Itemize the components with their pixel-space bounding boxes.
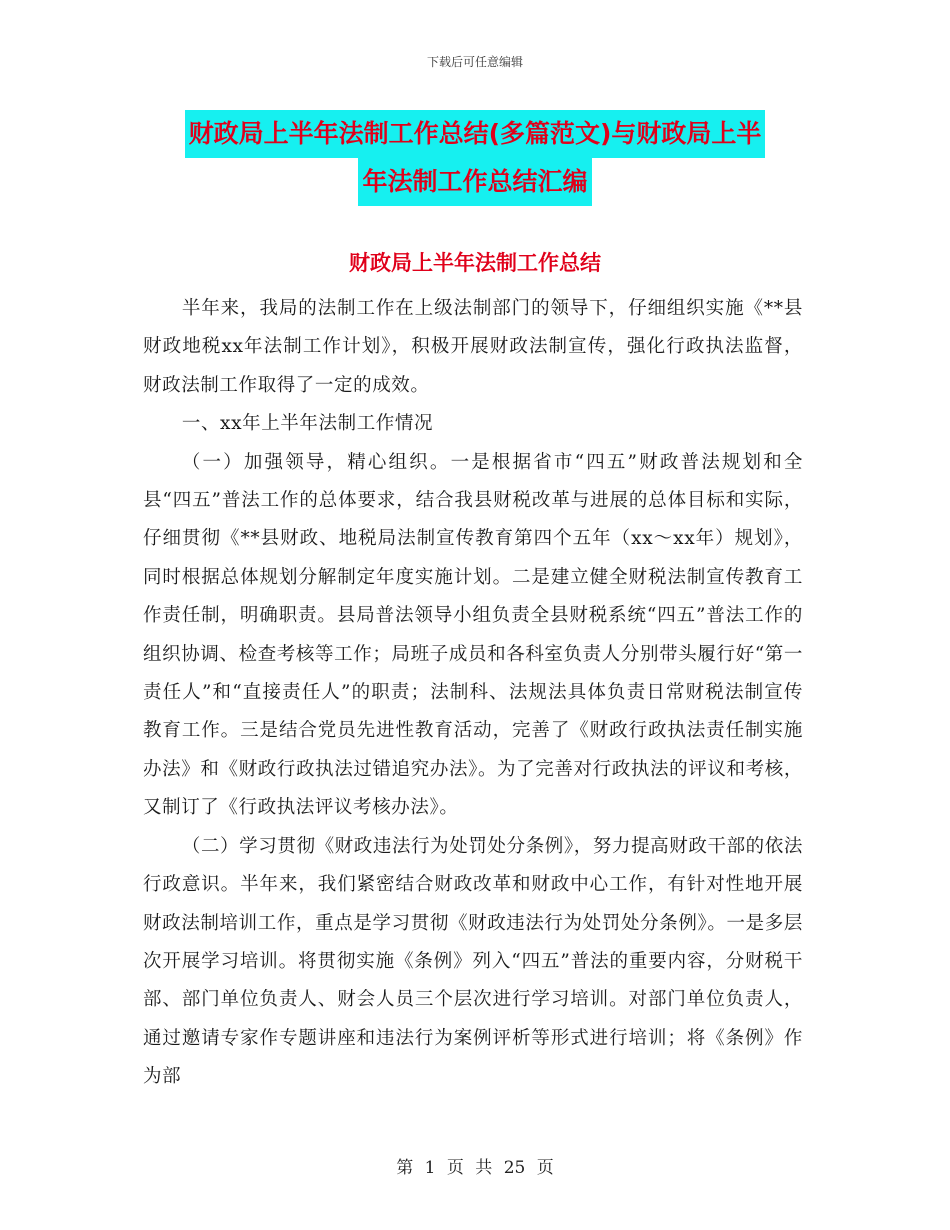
document-title-line-2: 年法制工作总结汇编 — [358, 158, 591, 206]
paragraph-item-2: （二）学习贯彻《财政违法行为处罚处分条例》，努力提高财政干部的依法行政意识。半年来，我们紧密结合财政改革和财政中心工作，有针对性地开展财政法制培训工作，重点是学习贯彻《财政违法行为处罚处分条例》。一是多层次开展学习培训。将贯彻实施《条例》列入“四五”普法的重要内容，分财税干部、部门单位负责人、财会人员三个层次进行学习培训。对部门单位负责人，通过邀请专家作专题讲座和违法行为案例评析等形式进行培训；将《条例》作为部 — [143, 835, 803, 1088]
paragraph-item-1: （一）加强领导，精心组织。一是根据省市“四五”财政普法规划和全县“四五”普法工作的总体要求，结合我县财税改革与进展的总体目标和实际，仔细贯彻《**县财政、地税局法制宣传教育第四个五年（xx～xx年）规划》，同时根据总体规划分解制定年度实施计划。二是建立健全财税法制宣传教育工作责任制，明确职责。县局普法领导小组负责全县财税系统“四五”普法工作的组织协调、检查考核等工作；局班子成员和各科室负责人分别带头履行好“第一责任人”和“直接责任人”的职责；法制科、法规法具体负责日常财税法制宣传教育工作。三是结合党员先进性教育活动，完善了《财政行政执法责任制实施办法》和《财政行政执法过错追究办法》。为了完善对行政执法的评议和考核，又制订了《行政执法评议考核办法》。 — [143, 451, 803, 819]
document-title — [0, 110, 950, 206]
paragraph-intro: 半年来，我局的法制工作在上级法制部门的领导下，仔细组织实施《**县财政地税xx年法制工作计划》，积极开展财政法制宣传，强化行政执法监督，财政法制工作取得了一定的成效。 — [143, 298, 803, 396]
document-title-line-1: 财政局上半年法制工作总结(多篇范文)与财政局上半 — [185, 110, 766, 158]
heading-section-one: 一、xx年上半年法制工作情况 — [181, 413, 434, 435]
header-note: 下载后可任意编辑 — [426, 55, 523, 69]
document-body — [143, 290, 803, 1097]
section-title: 财政局上半年法制工作总结 — [349, 251, 601, 275]
page-footer: 第 1 页 共 25 页 — [396, 1158, 554, 1178]
